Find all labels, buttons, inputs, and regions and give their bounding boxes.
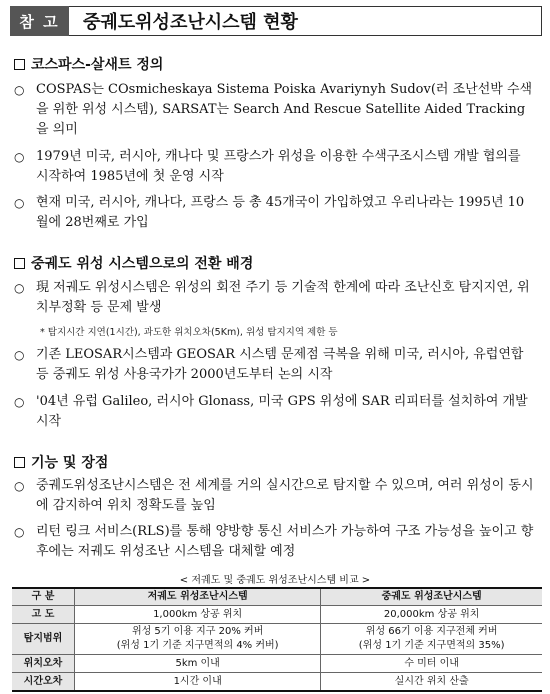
footnote: * 탐지시간 지연(1시간), 과도한 위치오차(5Km), 위성 탐지지역 제한 등 [40,327,338,338]
table-row [12,655,542,673]
column-header: 구 분 [12,588,75,606]
list-item [14,392,534,432]
list-item [14,80,534,140]
bullet-text: '04년 유럽 Galileo, 러시아 Glonass, 미국 GPS 위성에 SAR 리피터를 설치하여 개발 시작 [36,394,528,429]
bullet-text: 현재 미국, 러시아, 캐나다, 프랑스 등 총 45개국이 가입하였고 우리나라는 1995년 10월에 28번째로 가입 [36,195,525,230]
circle-bullet-icon: ○ [14,395,25,409]
list-item [14,522,534,562]
table-cell: 1,000km 상공 위치 [75,606,321,624]
circle-bullet-icon: ○ [14,348,25,362]
column-header: 중궤도 위성조난시스템 [321,588,542,606]
bullet-text: 중궤도위성조난시스템은 전 세계를 거의 실시간으로 탐지할 수 있으며, 여러 위성이 동시에 감지하여 위치 정확도를 높임 [36,478,534,513]
section-heading-features [14,452,108,472]
bullet-text: 1979년 미국, 러시아, 캐나다 및 프랑스가 위성을 이용한 수색구조시스템 개발 협의를 시작하여 1985년에 첫 운영 시작 [36,149,521,184]
bullet-text: 現 저궤도 위성시스템은 위성의 회전 주기 등 기술적 한계에 따라 조난신호 탐지지연, 위치부정확 등 문제 발생 [36,280,530,315]
column-header: 저궤도 위성조난시스템 [75,588,321,606]
bullet-text: 기존 LEOSAR시스템과 GEOSAR 시스템 문제점 극복을 위해 미국, 러시아, 유럽연합 등 중궤도 위성 사용국가가 2000년도부터 논의 시작 [36,347,524,382]
table-header-row [12,588,542,606]
bullet-text: 리턴 링크 서비스(RLS)를 통해 양방향 통신 서비스가 가능하여 구조 가능성을 높이고 향후에는 저궤도 위성조난 시스템을 대체할 예정 [36,524,534,559]
circle-bullet-icon: ○ [14,281,25,295]
circle-bullet-icon: ○ [14,525,25,539]
cell-line: 위성 66기 이용 지구전체 커버 [365,626,498,637]
comparison-table [12,587,542,692]
list-item [14,147,534,187]
table-cell: 5km 이내 [75,655,321,673]
list-item [14,345,534,385]
checkbox-square-icon [14,457,25,468]
section-heading-text: 기능 및 장점 [31,455,109,471]
checkbox-square-icon [14,59,25,70]
table-row [12,624,542,655]
circle-bullet-icon: ○ [14,150,25,164]
list-item [14,278,534,318]
table-row [12,606,542,624]
table-cell [75,624,321,655]
list-item [14,476,534,516]
table-cell [321,624,542,655]
circle-bullet-icon: ○ [14,196,25,210]
section-heading-background [14,253,253,273]
table-cell: 20,000km 상공 위치 [321,606,542,624]
circle-bullet-icon: ○ [14,479,25,493]
row-header: 고 도 [12,606,75,624]
bullet-text: COSPAS는 COsmicheskaya Sistema Poiska Avariynyh Sudov(러 조난선박 수색을 위한 위성 시스템), SARSAT는 Search And Rescue Satellite Aided Tracking을 의미 [36,82,533,137]
row-header: 시간오차 [12,673,75,692]
page-title: 중궤도위성조난시스템 현황 [69,6,542,36]
circle-bullet-icon: ○ [14,83,25,97]
cell-subline: (위성 1기 기준 지구면적의 35%) [358,640,505,651]
section-heading-text: 중궤도 위성 시스템으로의 전환 배경 [31,256,254,272]
cell-line: 위성 5기 이용 지구 20% 커버 [131,626,264,637]
table-cell: 1시간 이내 [75,673,321,692]
table-row [12,673,542,692]
table-cell: 실시간 위치 산출 [321,673,542,692]
table-cell: 수 미터 이내 [321,655,542,673]
list-item [14,193,534,233]
table-caption: < 저궤도 및 중궤도 위성조난시스템 비교 > [179,575,371,586]
section-heading-cospas [14,54,163,74]
cell-subline: (위성 1기 기준 지구면적의 4% 커버) [116,640,279,651]
section-heading-text: 코스파스-살새트 정의 [31,57,164,73]
page-header [10,6,542,36]
row-header: 위치오차 [12,655,75,673]
reference-tag: 참 고 [10,6,69,36]
row-header: 탐지범위 [12,624,75,655]
checkbox-square-icon [14,258,25,269]
